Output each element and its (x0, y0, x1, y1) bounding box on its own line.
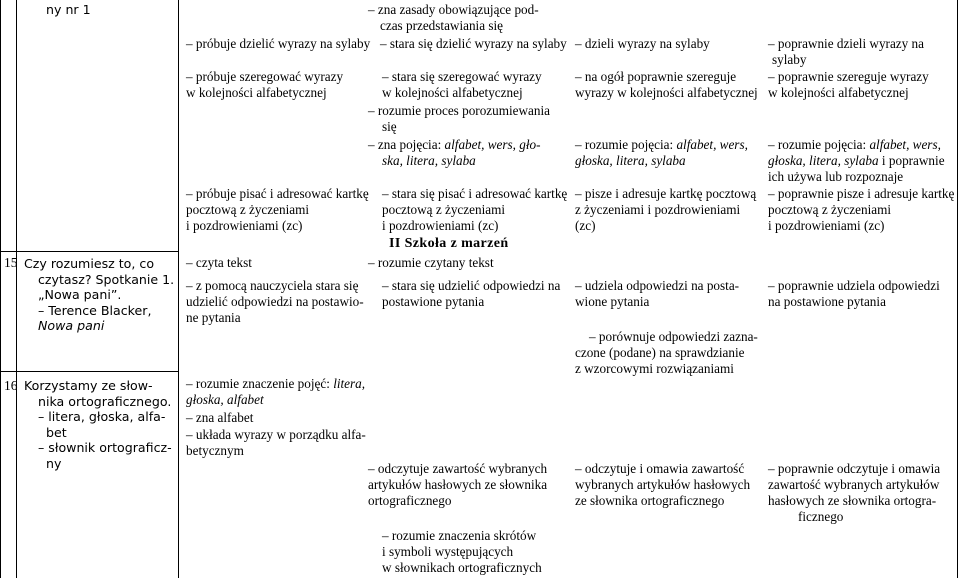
c2-understand-terms: – rozumie znaczenie pojęć: litera, głoska, alfabet (186, 376, 366, 407)
c3-top-rules: – zna zasady obowiązujące pod- czas przedstawiania się (368, 2, 539, 33)
c2-read-text: – czyta tekst (186, 255, 252, 270)
c3-abbreviations: – rozumie znaczenia skrótów i symboli występujących w słownikach ortograficznych (382, 528, 542, 575)
column-divider-2 (178, 0, 179, 578)
c2-split-syllables: – próbuje dzielić wyrazy na sylaby (186, 36, 371, 51)
c2-postcard: – próbuje pisać i adresować kartkę pocztową z życzeniami i pozdrowieniami (zc) (186, 186, 369, 233)
c5-postcard: – poprawnie pisze i adresuje kartkę pocztową z życzeniami i pozdrowieniami (zc) (768, 186, 955, 233)
table-border-left (0, 0, 1, 578)
c3-alphabetical-order: – stara się szeregować wyrazy w kolejności alfabetycznej (382, 69, 542, 100)
column-divider-1 (16, 0, 17, 578)
c3-concepts: – zna pojęcia: alfabet, wers, gło- ska, litera, sylaba (368, 137, 541, 168)
c3-postcard: – stara się pisać i adresować kartkę pocztową z życzeniami i pozdrowieniami (zc) (382, 186, 568, 233)
c3-split-syllables: – stara się dzielić wyrazy na sylaby (380, 36, 567, 51)
c4-postcard: – pisze i adresuje kartkę pocztową z życzeniami i pozdrowieniami (zc) (575, 186, 757, 233)
row-divider-lesson16 (0, 371, 178, 372)
c2-knows-alphabet: – zna alfabet (186, 410, 254, 425)
c5-split-syllables: – poprawnie dzieli wyrazy na sylaby (768, 36, 924, 67)
c3-understand-text: – rozumie czytany tekst (368, 255, 494, 270)
c4-alphabetical-order: – na ogół poprawnie szereguje wyrazy w kolejności alfabetycznej (575, 69, 758, 100)
c5-concepts: – rozumie pojęcia: alfabet, wers, głoska, litera, sylaba i poprawnie ich używa lub rozpoznaje (768, 137, 945, 184)
c4-concepts: – rozumie pojęcia: alfabet, wers, głoska, litera, sylaba (575, 137, 748, 168)
c4-answer-questions: – udziela odpowiedzi na posta- wione pytania (575, 278, 740, 309)
c2-answer-questions: – z pomocą nauczyciela stara się udzielić odpowiedzi na postawio- ne pytania (186, 278, 364, 325)
table-border-right (957, 0, 958, 578)
c3-communication-process: – rozumie proces porozumiewania się (368, 103, 550, 134)
section-heading: II Szkoła z marzeń (389, 236, 509, 251)
top-left-label: ny nr 1 (46, 2, 91, 17)
c5-dictionary-entries: – poprawnie odczytuje i omawia zawartość wybranych artykułów hasłowych ze słownika ortogra- ficznego (768, 461, 941, 524)
lesson-number-16: 16 (4, 378, 18, 393)
row-divider-lesson15 (0, 251, 178, 252)
c3-answer-questions: – stara się udzielić odpowiedzi na postawione pytania (382, 278, 561, 309)
c5-alphabetical-order: – poprawnie szereguje wyrazy w kolejności alfabetycznej (768, 69, 929, 100)
c4-compare-answers: – porównuje odpowiedzi zazna- czone (podane) na sprawdzianie z wzorcowymi rozwiązaniami (575, 329, 758, 376)
c5-answer-questions: – poprawnie udziela odpowiedzi na postawione pytania (768, 278, 940, 309)
lesson-16-title: Korzystamy ze słow- nika ortograficznego. – litera, głoska, alfa- bet – słownik ortograficz- ny (24, 378, 172, 471)
c3-dictionary-entries: – odczytuje zawartość wybranych artykułów hasłowych ze słownika ortograficznego (368, 461, 548, 508)
c4-split-syllables: – dzieli wyrazy na sylaby (575, 36, 710, 51)
lesson-15-title: Czy rozumiesz to, co czytasz? Spotkanie 1. „Nowa pani”. – Terence Blacker, Nowa pani (24, 256, 175, 334)
c2-arrange-alphabetical: – układa wyrazy w porządku alfa- betycznym (186, 427, 366, 458)
c4-dictionary-entries: – odczytuje i omawia zawartość wybranych artykułów hasłowych ze słownika ortograficznego (575, 461, 751, 508)
c2-alphabetical-order: – próbuje szeregować wyrazy w kolejności alfabetycznej (186, 69, 344, 100)
lesson-number-15: 15 (4, 255, 18, 270)
